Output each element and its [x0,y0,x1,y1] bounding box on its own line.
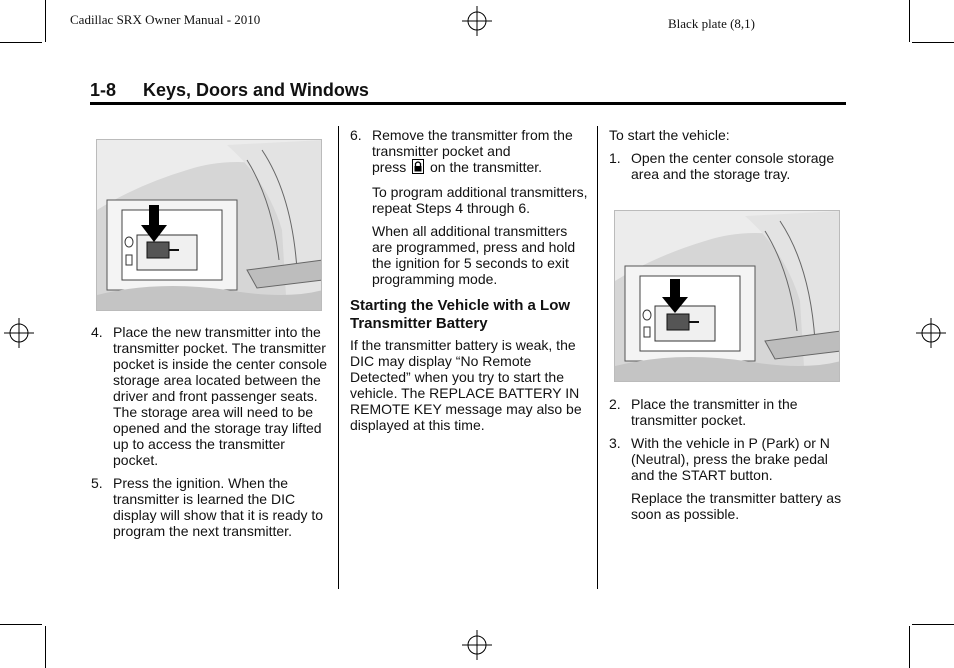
registration-mark-bottom [462,630,492,660]
section-number: 1-8 [90,80,117,100]
column-2 [350,127,590,440]
step-text: Open the center console storage area and the storage tray. [631,150,835,182]
column-3-bottom [609,396,849,529]
replace-battery-note: Replace the transmitter battery as soon as possible. [631,490,842,522]
program-additional-note: To program additional transmitters, repeat Steps 4 through 6. [372,184,588,216]
step-4 [91,324,327,468]
low-battery-paragraph: If the transmitter battery is weak, the DIC may display “No Remote Detected” when you try to start the vehicle. The REPLACE BATTERY IN REMOTE KEY message may also be displayed at this time. [350,337,582,433]
crop-mark [45,626,46,668]
console-illustration-1 [96,139,322,311]
step-text: Place the transmitter in the transmitter pocket. [631,396,798,428]
step-number: 5. [91,475,103,491]
registration-mark-right [916,318,946,348]
heading-rule [90,102,846,105]
lock-icon [412,159,424,177]
step-text: Remove the transmitter from the transmitter pocket and [372,127,573,159]
crop-mark [912,42,954,43]
step-number: 2. [609,396,621,412]
step-6 [350,127,590,177]
step-text-press: press [372,159,407,175]
column-divider [338,126,339,589]
crop-mark [0,624,42,625]
section-heading [90,80,369,101]
crop-mark [0,42,42,43]
column-3-top [609,127,849,189]
start-step-3 [609,435,849,483]
exit-programming-note: When all additional transmitters are programmed, press and hold the ignition for 5 seconds to exit programming mode. [372,223,576,287]
console-illustration-2 [614,210,840,382]
section-title: Keys, Doors and Windows [143,80,369,100]
manual-title: Cadillac SRX Owner Manual - 2010 [70,12,261,27]
crop-mark [912,624,954,625]
step-number: 6. [350,127,362,143]
start-step-1 [609,150,849,182]
step-text-end: on the transmitter. [430,159,543,175]
crop-mark [909,626,910,668]
registration-mark-left [4,318,34,348]
column-divider [597,126,598,589]
subsection-heading: Starting the Vehicle with a Low Transmitter Battery [350,297,571,332]
step-text: Press the ignition. When the transmitter is learned the DIC display will show that it is ready to program the next transmitter. [113,475,324,539]
step-number: 1. [609,150,621,166]
start-intro: To start the vehicle: [609,127,730,143]
step-number: 3. [609,435,621,451]
step-text: With the vehicle in P (Park) or N (Neutral), press the brake pedal and the START button. [631,435,830,483]
plate-label: Black plate (8,1) [668,16,755,31]
registration-mark-top [462,6,492,36]
start-step-2 [609,396,849,428]
step-5 [91,475,327,539]
column-1 [91,324,327,546]
crop-mark [909,0,910,42]
step-text: Place the new transmitter into the transmitter pocket. The transmitter pocket is inside the center console storage area located between the driver and front passenger seats. The storage area will need to be opened and the storage tray lifted up to access the transmitter pocket. [113,324,328,468]
step-number: 4. [91,324,103,340]
crop-mark [45,0,46,42]
